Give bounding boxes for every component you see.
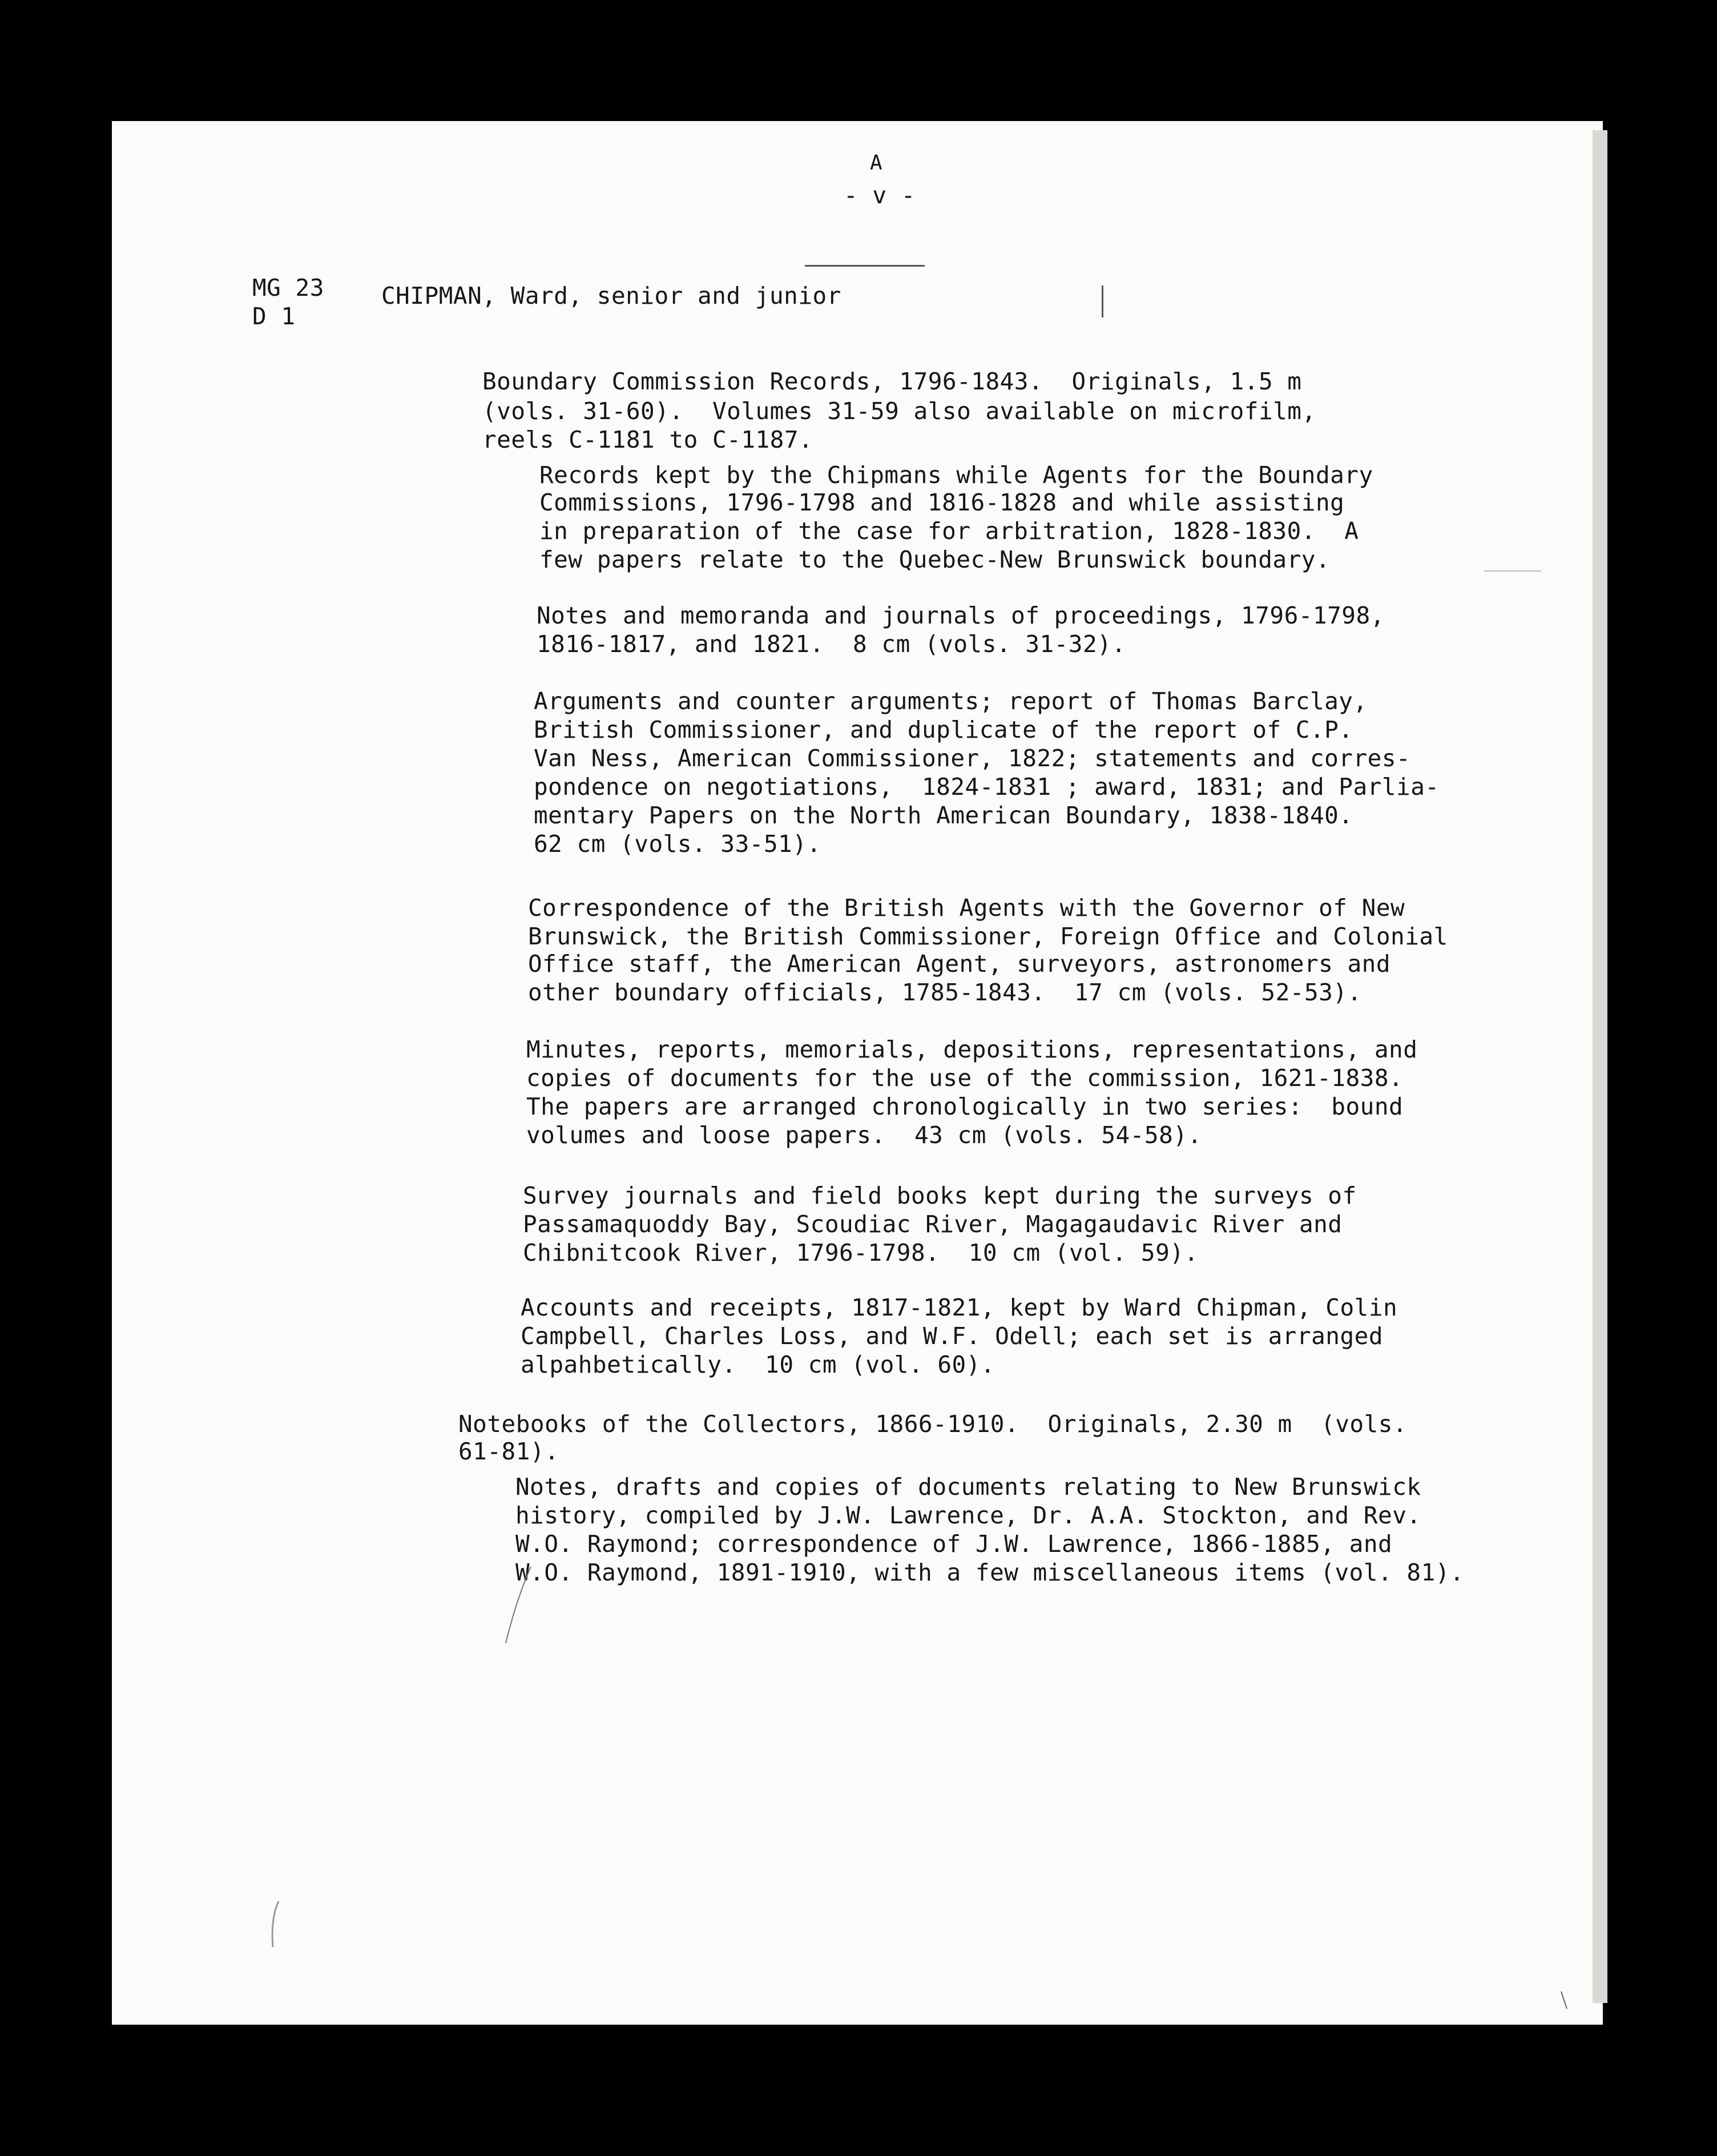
entry-line: mentary Papers on the North American Boundary, 1838-1840. (534, 802, 1353, 829)
entry-line: other boundary officials, 1785-1843. 17 cm (vols. 52-53). (528, 979, 1362, 1006)
entry-line: Passamaquoddy Bay, Scoudiac River, Magagaudavic River and (523, 1210, 1343, 1238)
entry-line: Office staff, the American Agent, surveyors, astronomers and (528, 950, 1391, 978)
boundary-heading-line: Boundary Commission Records, 1796-1843. Originals, 1.5 m (482, 368, 1302, 395)
series-reference: D 1 (252, 303, 296, 330)
entry-line: Notes and memoranda and journals of proceedings, 1796-1798, (537, 602, 1385, 629)
notebooks-description-line: history, compiled by J.W. Lawrence, Dr. A.A. Stockton, and Rev. (515, 1502, 1421, 1529)
entry-line: copies of documents for the use of the commission, 1621-1838. (526, 1064, 1404, 1092)
entry-line: Accounts and receipts, 1817-1821, kept by Ward Chipman, Colin (521, 1294, 1398, 1321)
mg-reference: MG 23 (252, 274, 324, 301)
entry-line: Van Ness, American Commissioner, 1822; statements and corres- (534, 745, 1411, 772)
boundary-heading-line: reels C-1181 to C-1187. (482, 426, 813, 453)
collection-title: CHIPMAN, Ward, senior and junior (381, 282, 841, 309)
entry-line: Chibnitcook River, 1796-1798. 10 cm (vol. 59). (523, 1239, 1199, 1266)
boundary-description-line: few papers relate to the Quebec-New Brunswick boundary. (539, 546, 1331, 573)
notebooks-heading-line: Notebooks of the Collectors, 1866-1910. Originals, 2.30 m (vols. (458, 1410, 1408, 1438)
entry-line: Correspondence of the British Agents with the Governor of New (528, 894, 1405, 922)
notebooks-description-line: W.O. Raymond; correspondence of J.W. Lawrence, 1866-1885, and (515, 1530, 1393, 1558)
entry-line: 62 cm (vols. 33-51). (534, 830, 821, 858)
entry-line: Minutes, reports, memorials, depositions, representations, and (526, 1036, 1418, 1063)
page-number: - v - (844, 182, 916, 209)
entry-line: volumes and loose papers. 43 cm (vols. 54-58). (526, 1121, 1202, 1149)
entry-line: Campbell, Charles Loss, and W.F. Odell; each set is arranged (521, 1322, 1384, 1350)
entry-line: 1816-1817, and 1821. 8 cm (vols. 31-32). (537, 630, 1126, 658)
entry-line: Brunswick, the British Commissioner, Foreign Office and Colonial (528, 923, 1448, 950)
boundary-description-line: in preparation of the case for arbitration, 1828-1830. A (539, 517, 1359, 545)
boundary-description-line: Commissions, 1796-1798 and 1816-1828 and while assisting (539, 489, 1345, 516)
entry-line: The papers are arranged chronologically in two series: bound (526, 1093, 1404, 1120)
boundary-heading-line: (vols. 31-60). Volumes 31-59 also available on microfilm, (482, 397, 1316, 425)
entry-line: British Commissioner, and duplicate of the report of C.P. (534, 716, 1353, 743)
entry-line: Arguments and counter arguments; report of Thomas Barclay, (534, 687, 1368, 715)
page-mark: A (870, 151, 883, 175)
entry-line: pondence on negotiations, 1824-1831 ; award, 1831; and Parlia- (534, 773, 1440, 801)
entry-line: Survey journals and field books kept during the surveys of (523, 1182, 1357, 1209)
notebooks-description-line: W.O. Raymond, 1891-1910, with a few miscellaneous items (vol. 81). (515, 1559, 1465, 1586)
boundary-description-line: Records kept by the Chipmans while Agents for the Boundary (539, 461, 1373, 489)
entry-line: alpahbetically. 10 cm (vol. 60). (521, 1351, 995, 1378)
notebooks-description-line: Notes, drafts and copies of documents relating to New Brunswick (515, 1473, 1421, 1501)
notebooks-heading-line: 61-81). (458, 1438, 559, 1465)
